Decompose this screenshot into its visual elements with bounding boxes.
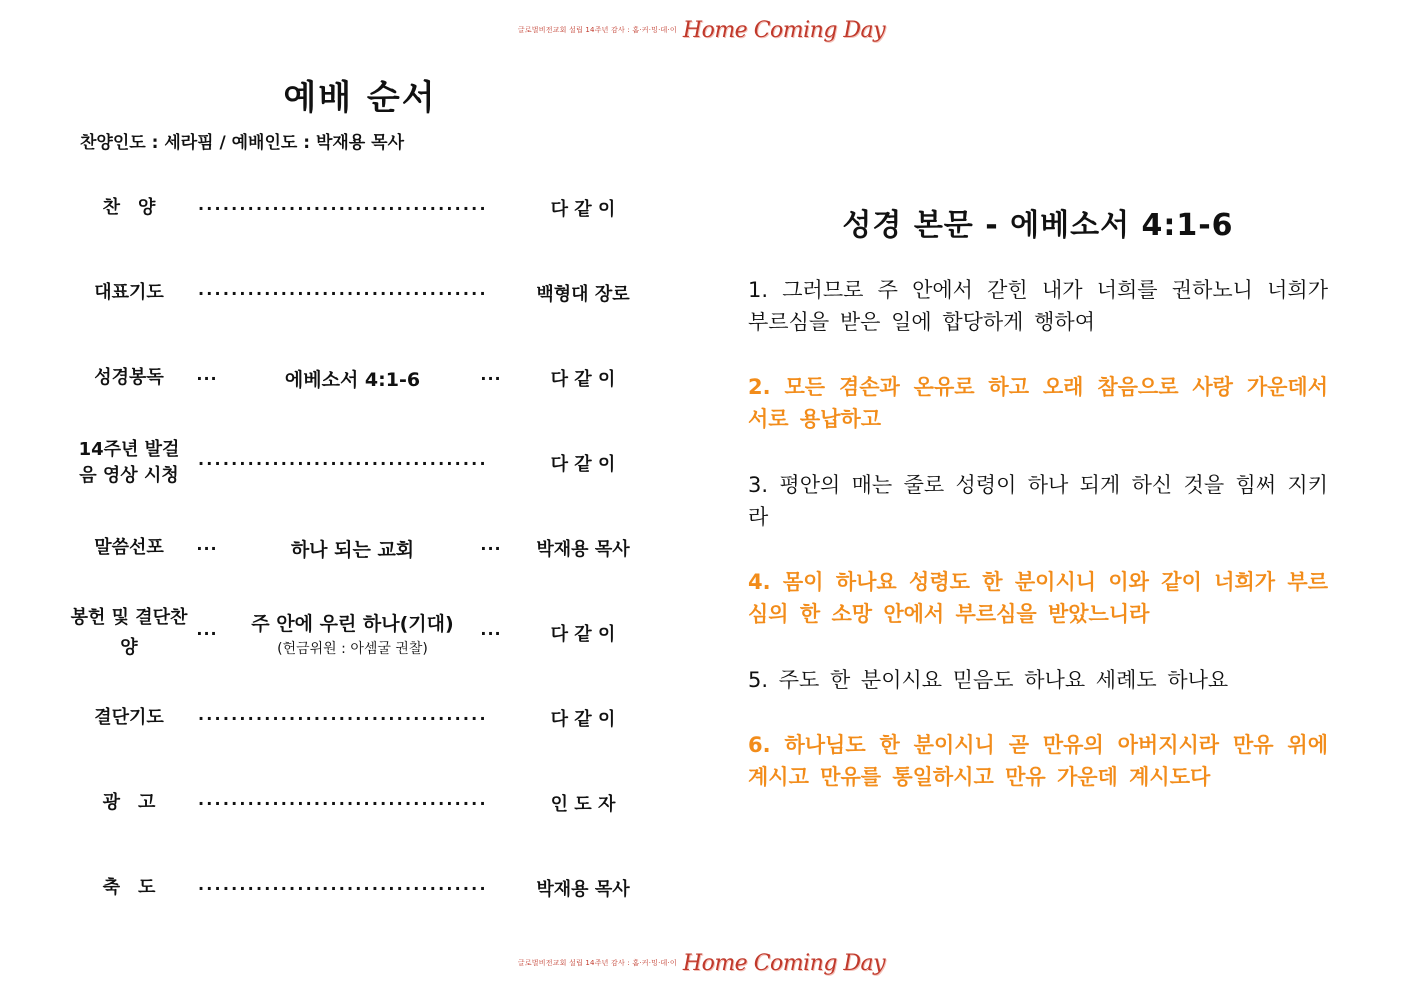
- dot-leader: ···································: [198, 878, 488, 898]
- order-detail: [230, 518, 475, 578]
- order-row-offering: [70, 600, 670, 666]
- order-responsible: 인 도 자: [550, 794, 616, 815]
- order-responsible: 다 같 이: [550, 624, 616, 645]
- order-row-praise: [70, 178, 670, 238]
- order-title: 예배 순서: [283, 78, 437, 118]
- banner-content: [518, 951, 885, 976]
- dot-leader: ···································: [198, 198, 488, 218]
- order-responsible: 다 같 이: [550, 454, 616, 475]
- footer-banner: [0, 943, 1403, 983]
- verse-6: 6. 하나님도 한 분이시니 곧 만유의 아버지시라 만유 위에 계시고 만유를 통일하시고 만유 가운데 계시도다: [748, 733, 1328, 789]
- order-responsible: 다 같 이: [550, 369, 616, 390]
- order-detail: [230, 348, 475, 408]
- short-dots: ···: [196, 368, 218, 388]
- order-item: 14주년 발걸음 영상 시청: [78, 439, 180, 486]
- banner-small-text: 글로벌비전교회 설립 14주년 감사 : 홈·커·밍·데·이: [517, 26, 677, 34]
- order-row-sermon: [70, 518, 670, 578]
- order-responsible: 박재용 목사: [536, 539, 630, 560]
- banner-script-logo: Home Coming Day: [682, 950, 886, 976]
- banner-content: [518, 18, 885, 43]
- order-responsible: 백형대 장로: [536, 284, 630, 305]
- order-item: 말씀선포: [94, 537, 164, 558]
- order-responsible: 다 같 이: [550, 199, 616, 220]
- order-item: 봉헌 및 결단찬양: [70, 607, 188, 658]
- short-dots: ···: [480, 538, 502, 558]
- order-responsible: 다 같 이: [550, 709, 616, 730]
- order-detail-main: 주 안에 우린 하나(기대): [251, 612, 454, 635]
- short-dots: ···: [480, 368, 502, 388]
- order-item: 축 도: [102, 877, 156, 898]
- order-row-announcements: [70, 773, 670, 833]
- verse-5: 5. 주도 한 분이시요 믿음도 하나요 세례도 하나요: [748, 668, 1229, 692]
- order-detail-sub: (헌금위원 : 아셈굴 권찰): [277, 640, 428, 657]
- order-item: 광 고: [102, 792, 156, 813]
- order-responsible: 박재용 목사: [536, 879, 630, 900]
- short-dots: ···: [196, 623, 218, 643]
- scripture-title: 성경 본문 - 에베소서 4:1-6: [842, 208, 1234, 243]
- order-row-commitment-prayer: [70, 688, 670, 748]
- order-row-video: [70, 424, 670, 502]
- order-detail-main: 하나 되는 교회: [290, 538, 415, 561]
- order-row-prayer: [70, 263, 670, 323]
- verse-1: 1. 그러므로 주 안에서 갇힌 내가 너희를 권하노니 너희가 부르심을 받은 일에 합당하게 행하여: [748, 278, 1328, 334]
- order-row-benediction: [70, 858, 670, 918]
- worship-leaders: 찬양인도 : 세라핌 / 예배인도 : 박재용 목사: [80, 133, 404, 153]
- order-detail: [230, 600, 475, 666]
- order-row-scripture: [70, 348, 670, 408]
- order-item: 결단기도: [94, 707, 164, 728]
- order-detail-main: 에베소서 4:1-6: [284, 368, 421, 391]
- dot-leader: ···································: [198, 453, 488, 473]
- verse-3: 3. 평안의 매는 줄로 성령이 하나 되게 하신 것을 힘써 지키라: [748, 473, 1328, 529]
- banner-small-text: 글로벌비전교회 설립 14주년 감사 : 홈·커·밍·데·이: [517, 959, 677, 967]
- dot-leader: ···································: [198, 793, 488, 813]
- verse-4: 4. 몸이 하나요 성령도 한 분이시니 이와 같이 너희가 부르심의 한 소망 안에서 부르심을 받았느니라: [748, 570, 1328, 626]
- dot-leader: ···································: [198, 708, 488, 728]
- order-item: 성경봉독: [94, 367, 164, 388]
- header-banner: [0, 10, 1403, 50]
- short-dots: ···: [480, 623, 502, 643]
- order-item: 찬 양: [102, 197, 156, 218]
- order-item: 대표기도: [94, 282, 164, 303]
- dot-leader: ···································: [198, 283, 488, 303]
- short-dots: ···: [196, 538, 218, 558]
- verse-2: 2. 모든 겸손과 온유로 하고 오래 참음으로 사랑 가운데서 서로 용납하고: [748, 375, 1328, 431]
- banner-script-logo: Home Coming Day: [682, 17, 886, 43]
